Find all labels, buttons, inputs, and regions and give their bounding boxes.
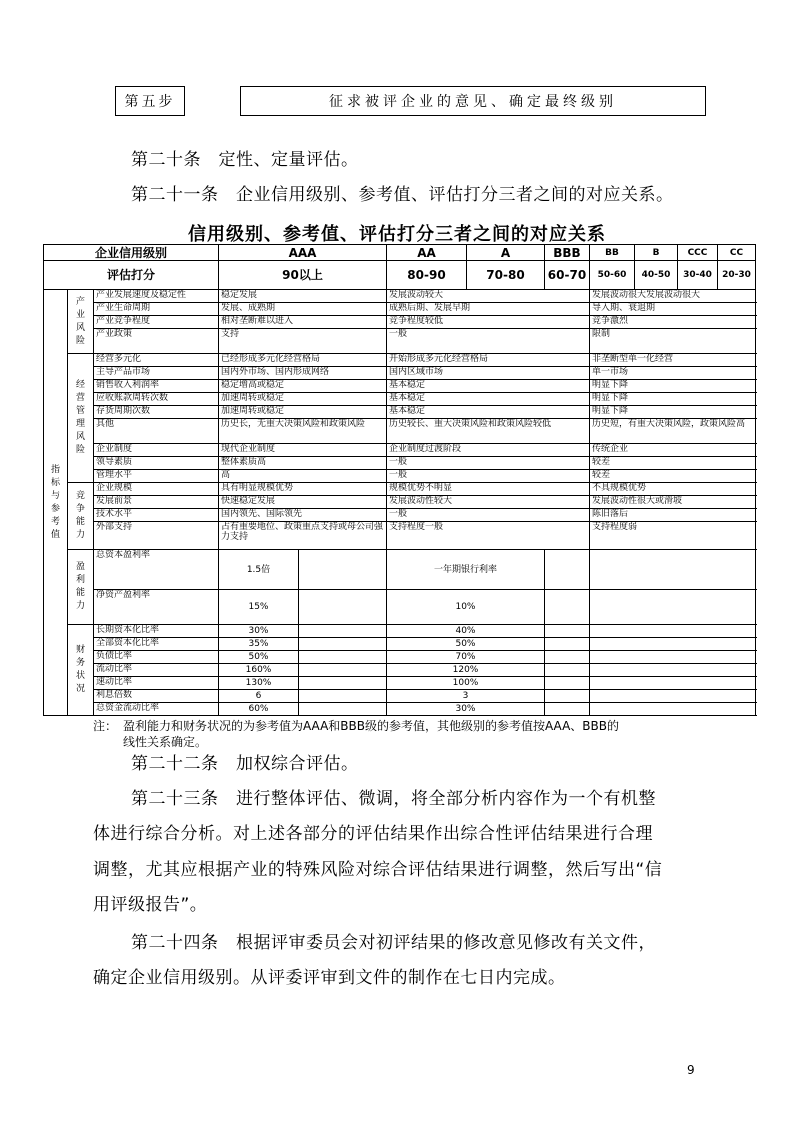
- cell-low: [590, 625, 756, 638]
- group-label-text: 产 业 风 险: [75, 296, 85, 346]
- score-cell: 20-30: [718, 261, 756, 290]
- cell-aaa: 相对垄断难以进入: [219, 316, 387, 329]
- cell-bbb: 基本稳定: [387, 380, 590, 393]
- cell-aaa: 加速周转或稳定: [219, 393, 387, 406]
- cell-aaa: 60%: [219, 703, 299, 716]
- article-22: 第二十二条 加权综合评估。: [131, 754, 359, 774]
- cell-bbb: 40%: [387, 625, 545, 638]
- score-cell: 30-40: [678, 261, 718, 290]
- cell-aaa: 稳定发展: [219, 290, 387, 303]
- table-row: [44, 303, 756, 316]
- table-row: [44, 690, 756, 703]
- level-header: 企业信用级别: [44, 245, 219, 261]
- cell-low: [590, 690, 756, 703]
- level-cell: AAA: [219, 245, 387, 261]
- cell-low: 不具规模优势: [590, 483, 756, 496]
- row-label: 负债比率: [94, 651, 219, 664]
- cell-bbb: 100%: [387, 677, 545, 690]
- row-label: 主导产品市场: [94, 367, 219, 380]
- cell-bbb: 开始形成多元化经营格局: [387, 354, 590, 367]
- level-header-row: [44, 245, 756, 261]
- cell-bbb: 发展波动较大: [387, 290, 590, 303]
- cell-low: 竞争激烈: [590, 316, 756, 329]
- cell-bbb: 3: [387, 690, 545, 703]
- cell-aaa: 15%: [219, 590, 299, 625]
- article-21: 第二十一条 企业信用级别、参考值、评估打分三者之间的对应关系。: [131, 185, 674, 205]
- table-row: [44, 393, 756, 406]
- score-header: 评估打分: [44, 261, 219, 290]
- cell-low: 导入期、衰退期: [590, 303, 756, 316]
- indicator-label-text: 指 标 与 参 考 值: [50, 464, 60, 540]
- cell-aaa: 稳定增高或稳定: [219, 380, 387, 393]
- page-number: 9: [687, 1063, 695, 1077]
- cell-aaa: 130%: [219, 677, 299, 690]
- row-label: 存货周期次数: [94, 406, 219, 419]
- article-23-line-4: 用评级报告”。: [93, 895, 208, 915]
- level-cell: CC: [718, 245, 756, 261]
- cell-bbb-end: [545, 703, 590, 716]
- row-label: 企业规模: [94, 483, 219, 496]
- score-cell: 60-70: [545, 261, 590, 290]
- row-label: 总资金流动比率: [94, 703, 219, 716]
- cell-aa: [299, 677, 387, 690]
- row-label: 经营多元化: [94, 354, 219, 367]
- row-label: 技术水平: [94, 509, 219, 522]
- score-header-row: [44, 261, 756, 290]
- level-cell: CCC: [678, 245, 718, 261]
- article-23-line-1: 第二十三条 进行整体评估、微调，将全部分析内容作为一个有机整: [131, 789, 656, 809]
- score-cell: 40-50: [635, 261, 678, 290]
- cell-aaa: 6: [219, 690, 299, 703]
- article-24-line-1: 第二十四条 根据评审委员会对初评结果的修改意见修改有关文件，: [131, 933, 656, 953]
- table-row: [44, 290, 756, 303]
- cell-low: 较差: [590, 457, 756, 470]
- cell-low: 明显下降: [590, 393, 756, 406]
- cell-aaa: 支持: [219, 329, 387, 354]
- cell-bbb-end: [545, 677, 590, 690]
- row-label: 速动比率: [94, 677, 219, 690]
- score-cell: 80-90: [387, 261, 467, 290]
- cell-aa: [299, 590, 387, 625]
- step-description-box: [240, 86, 706, 116]
- cell-aa: [299, 690, 387, 703]
- table-row: [44, 367, 756, 380]
- row-label: 长期资本化比率: [94, 625, 219, 638]
- cell-bbb: 120%: [387, 664, 545, 677]
- cell-bbb: 历史较长、重大决策风险和政策风险较低: [387, 419, 590, 444]
- table-row: [44, 483, 756, 496]
- table-row: [44, 638, 756, 651]
- cell-low: 非垄断型单一化经营: [590, 354, 756, 367]
- table-row: [44, 419, 756, 444]
- article-24-line-2: 确定企业信用级别。从评委评审到文件的制作在七日内完成。: [93, 968, 566, 988]
- cell-bbb: 企业制度过渡阶段: [387, 444, 590, 457]
- table-row: [44, 316, 756, 329]
- cell-bbb: 30%: [387, 703, 545, 716]
- step-label-box: [115, 86, 185, 116]
- row-label: 利息倍数: [94, 690, 219, 703]
- cell-low: 限制: [590, 329, 756, 354]
- row-label: 产业生命周期: [94, 303, 219, 316]
- table-row: [44, 329, 756, 354]
- cell-aaa: 160%: [219, 664, 299, 677]
- group-label-competition: [68, 483, 94, 550]
- cell-bbb: 竞争程度较低: [387, 316, 590, 329]
- row-label: 领导素质: [94, 457, 219, 470]
- cell-low: 发展波动很大发展波动很大: [590, 290, 756, 303]
- table-row: [44, 522, 756, 550]
- step-label: 第五步: [124, 94, 176, 110]
- cell-low: 明显下降: [590, 380, 756, 393]
- group-label-text: 竞 争 能 力: [75, 491, 85, 540]
- cell-low: [590, 664, 756, 677]
- table-row: [44, 444, 756, 457]
- row-label: 企业制度: [94, 444, 219, 457]
- cell-aa: [299, 625, 387, 638]
- table-row: [44, 664, 756, 677]
- cell-low: [590, 550, 756, 590]
- row-label: 总资本盈利率: [94, 550, 219, 590]
- cell-aaa: 历史长，无重大决策风险和政策风险: [219, 419, 387, 444]
- cell-bbb: 发展波动性较大: [387, 496, 590, 509]
- cell-aaa: 国内领先、国际领先: [219, 509, 387, 522]
- cell-aaa: 50%: [219, 651, 299, 664]
- cell-aa: [299, 664, 387, 677]
- cell-low: 单一市场: [590, 367, 756, 380]
- cell-bbb-end: [545, 664, 590, 677]
- group-label-text: 经 营 管 理 风 险: [75, 380, 85, 455]
- level-cell: BB: [590, 245, 635, 261]
- row-label: 产业发展速度及稳定性: [94, 290, 219, 303]
- cell-bbb-end: [545, 638, 590, 651]
- cell-low: [590, 590, 756, 625]
- cell-bbb-end: [545, 690, 590, 703]
- table-row: [44, 380, 756, 393]
- row-label: 其他: [94, 419, 219, 444]
- table-row: [44, 470, 756, 483]
- cell-bbb-end: [545, 550, 590, 590]
- cell-aaa: 35%: [219, 638, 299, 651]
- row-label: 流动比率: [94, 664, 219, 677]
- table-row: [44, 590, 756, 625]
- cell-bbb-end: [545, 625, 590, 638]
- cell-bbb: 70%: [387, 651, 545, 664]
- cell-low: 支持程度弱: [590, 522, 756, 550]
- cell-bbb-end: [545, 651, 590, 664]
- table-row: [44, 677, 756, 690]
- row-label: 产业政策: [94, 329, 219, 354]
- row-label: 发展前景: [94, 496, 219, 509]
- cell-aa: [299, 651, 387, 664]
- table-row: [44, 406, 756, 419]
- cell-low: 发展波动性很大或滑坡: [590, 496, 756, 509]
- table-row: [44, 457, 756, 470]
- cell-bbb: 一般: [387, 457, 590, 470]
- credit-rating-table: [43, 244, 756, 716]
- cell-bbb: 一般: [387, 329, 590, 354]
- cell-aaa: 已经形成多元化经营格局: [219, 354, 387, 367]
- level-cell: BBB: [545, 245, 590, 261]
- row-label: 管理水平: [94, 470, 219, 483]
- row-label: 应收账款周转次数: [94, 393, 219, 406]
- article-23-line-2: 体进行综合分析。对上述各部分的评估结果作出综合性评估结果进行合理: [93, 824, 653, 844]
- cell-aaa: 占有重要地位、政策重点支持或母公司强力支持: [219, 522, 387, 550]
- table-row: [44, 550, 756, 590]
- table-row: [44, 651, 756, 664]
- cell-aa: [299, 638, 387, 651]
- cell-bbb: 10%: [387, 590, 545, 625]
- level-cell: A: [467, 245, 545, 261]
- level-cell: B: [635, 245, 678, 261]
- cell-low: 传统企业: [590, 444, 756, 457]
- level-cell: AA: [387, 245, 467, 261]
- cell-aaa: 快速稳定发展: [219, 496, 387, 509]
- article-20: 第二十条 定性、定量评估。: [131, 150, 359, 170]
- table-row: [44, 625, 756, 638]
- step-description: 征求被评企业的意见、确定最终级别: [329, 94, 617, 110]
- group-label-industry: [68, 290, 94, 354]
- row-label: 净资产盈利率: [94, 590, 219, 625]
- indicator-label: [44, 290, 68, 716]
- score-cell: 50-60: [590, 261, 635, 290]
- cell-aaa: 加速周转或稳定: [219, 406, 387, 419]
- cell-bbb-end: [545, 590, 590, 625]
- cell-aaa: 1.5倍: [219, 550, 299, 590]
- cell-aa: [299, 703, 387, 716]
- table-row: [44, 354, 756, 367]
- table-note-continued: 线性关系确定。: [123, 735, 208, 749]
- cell-aaa: 具有明显规模优势: [219, 483, 387, 496]
- table-row: [44, 496, 756, 509]
- cell-low: 较差: [590, 470, 756, 483]
- cell-low: 明显下降: [590, 406, 756, 419]
- cell-low: 陈旧落后: [590, 509, 756, 522]
- cell-bbb: 成熟后期、发展早期: [387, 303, 590, 316]
- cell-bbb: 50%: [387, 638, 545, 651]
- cell-aa: [299, 550, 387, 590]
- cell-bbb: 基本稳定: [387, 393, 590, 406]
- cell-bbb: 规模优势不明显: [387, 483, 590, 496]
- cell-low: [590, 651, 756, 664]
- group-label-text: 财 务 状 况: [75, 645, 85, 694]
- cell-aaa: 30%: [219, 625, 299, 638]
- table-note: 注： 盈利能力和财务状况的为参考值为AAA和BBB级的参考值，其他级别的参考值按AAA、BBB的: [93, 719, 619, 733]
- article-23-line-3: 调整，尤其应根据产业的特殊风险对综合评估结果进行调整，然后写出“信: [93, 860, 663, 880]
- cell-aaa: 国内外市场、国内形成网络: [219, 367, 387, 380]
- score-cell: 70-80: [467, 261, 545, 290]
- cell-bbb: 一般: [387, 509, 590, 522]
- group-label-profit: [68, 550, 94, 625]
- table-row: [44, 703, 756, 716]
- group-label-text: 盈 利 能 力: [75, 562, 85, 611]
- cell-aaa: 高: [219, 470, 387, 483]
- cell-low: 历史短，有重大决策风险，政策风险高: [590, 419, 756, 444]
- cell-aaa: 整体素质高: [219, 457, 387, 470]
- cell-low: [590, 677, 756, 690]
- cell-bbb: 支持程度一般: [387, 522, 590, 550]
- score-cell: 90以上: [219, 261, 387, 290]
- cell-bbb: 基本稳定: [387, 406, 590, 419]
- cell-bbb: 一年期银行利率: [387, 550, 545, 590]
- cell-aaa: 现代企业制度: [219, 444, 387, 457]
- row-label: 外部支持: [94, 522, 219, 550]
- table-row: [44, 509, 756, 522]
- cell-aaa: 发展、成熟期: [219, 303, 387, 316]
- group-label-finance: [68, 625, 94, 716]
- row-label: 产业竞争程度: [94, 316, 219, 329]
- cell-low: [590, 638, 756, 651]
- cell-bbb: 一般: [387, 470, 590, 483]
- cell-low: [590, 703, 756, 716]
- group-label-operation: [68, 354, 94, 483]
- table-title: 信用级别、参考值、评估打分三者之间的对应关系: [188, 224, 606, 245]
- cell-bbb: 国内区域市场: [387, 367, 590, 380]
- row-label: 全部资本化比率: [94, 638, 219, 651]
- row-label: 销售收入利润率: [94, 380, 219, 393]
